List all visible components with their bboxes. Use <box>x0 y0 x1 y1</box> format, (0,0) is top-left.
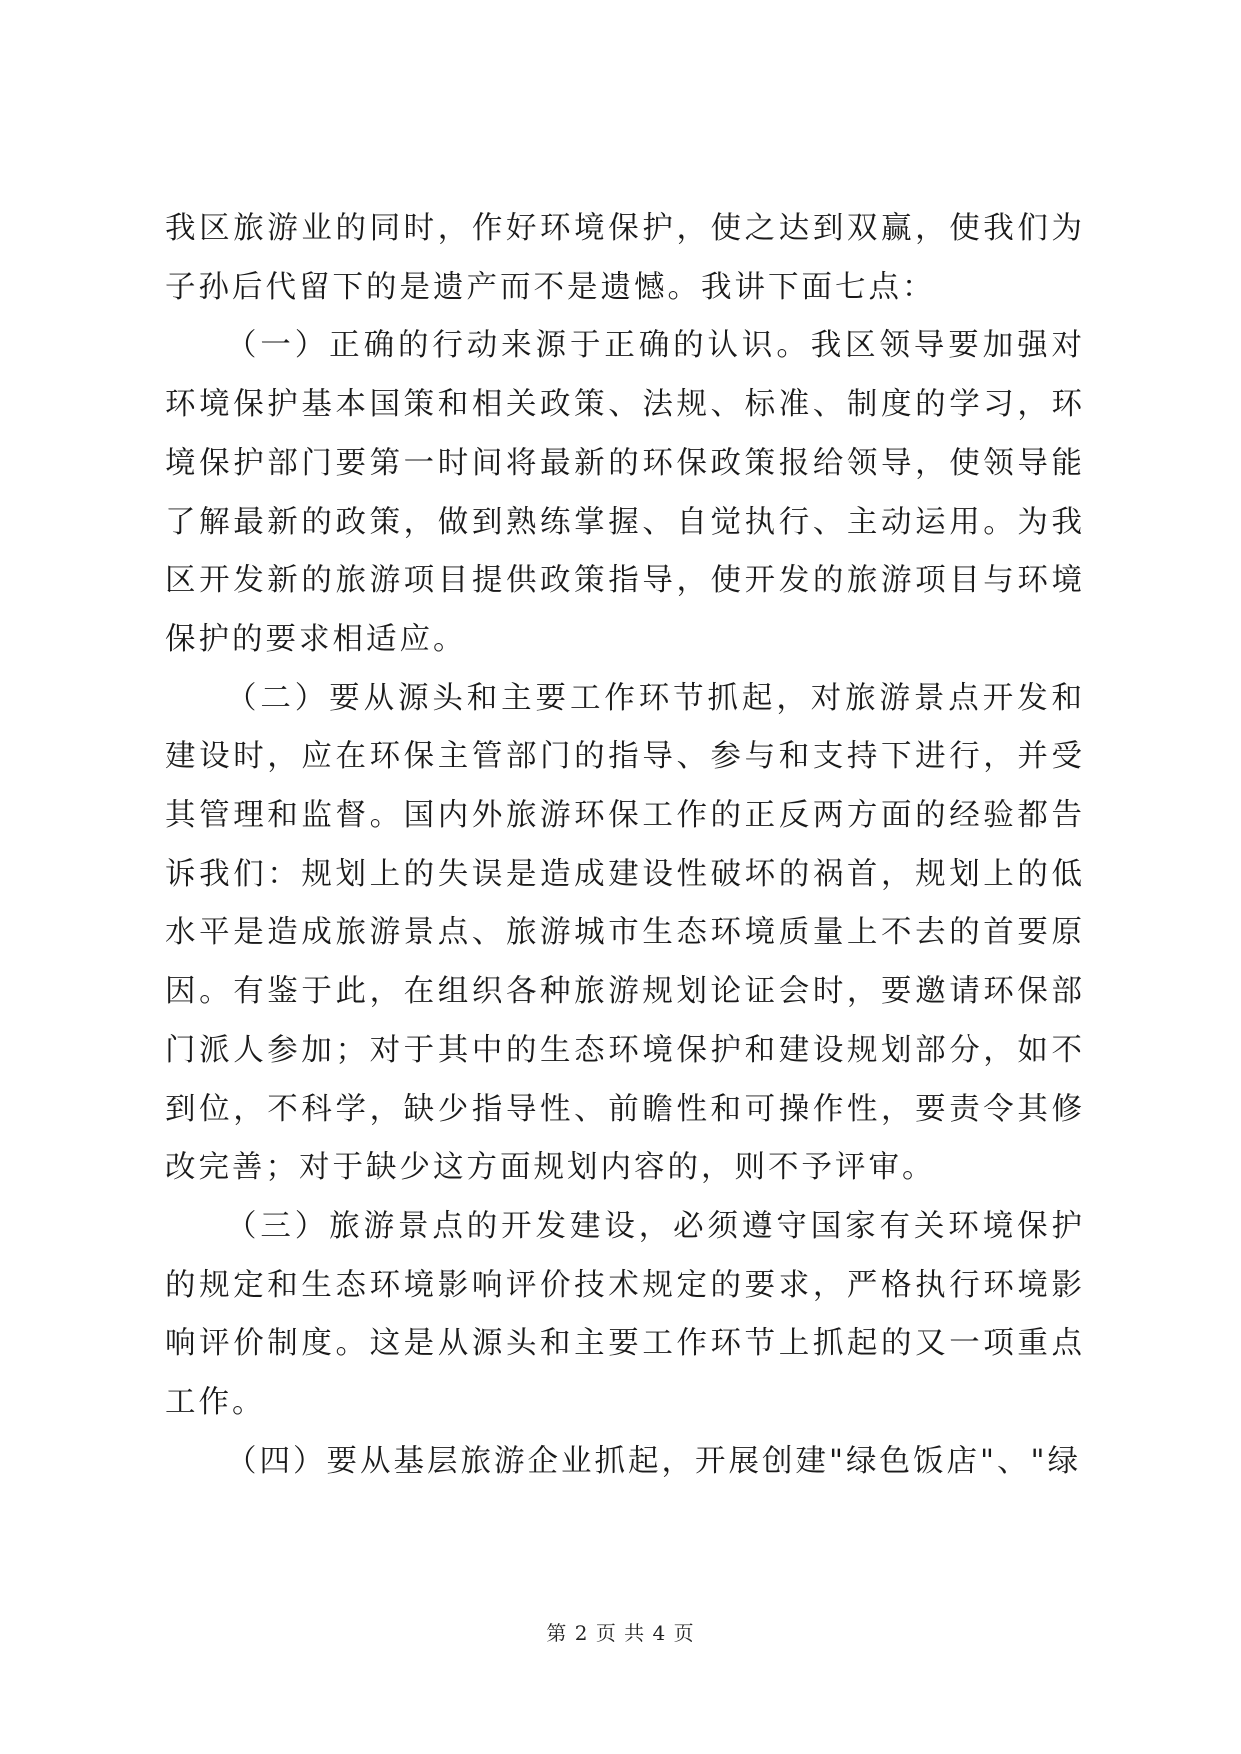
paragraph-point-2: （二）要从源头和主要工作环节抓起，对旅游景点开发和建设时，应在环保主管部门的指导、参与和支持下进行，并受其管理和监督。国内外旅游环保工作的正反两方面的经验都告诉我们：规划上的失误是造成建设性破坏的祸首，规划上的低水平是造成旅游景点、旅游城市生态环境质量上不去的首要原因。有鉴于此，在组织各种旅游规划论证会时，要邀请环保部门派人参加；对于其中的生态环境保护和建设规划部分，如不到位，不科学，缺少指导性、前瞻性和可操作性，要责令其修改完善；对于缺少这方面规划内容的，则不予评审。 <box>165 680 1085 1186</box>
document-body <box>165 200 1085 1491</box>
paragraph-point-3: （三）旅游景点的开发建设，必须遵守国家有关环境保护的规定和生态环境影响评价技术规定的要求，严格执行环境影响评价制度。这是从源头和主要工作环节上抓起的又一项重点工作。 <box>165 1208 1085 1421</box>
paragraph-point-1: （一）正确的行动来源于正确的认识。我区领导要加强对环境保护基本国策和相关政策、法规、标准、制度的学习，环境保护部门要第一时间将最新的环保政策报给领导，使领导能了解最新的政策，做到熟练掌握、自觉执行、主动运用。为我区开发新的旅游项目提供政策指导，使开发的旅游项目与环境保护的要求相适应。 <box>165 328 1085 657</box>
paragraph-continuation: 我区旅游业的同时，作好环境保护，使之达到双赢，使我们为子孙后代留下的是遗产而不是遗憾。我讲下面七点： <box>165 211 1085 305</box>
paragraph-point-4: （四）要从基层旅游企业抓起，开展创建"绿色饭店"、"绿 <box>226 1443 1082 1479</box>
page-number-footer: 第 2 页 共 4 页 <box>546 1621 695 1645</box>
